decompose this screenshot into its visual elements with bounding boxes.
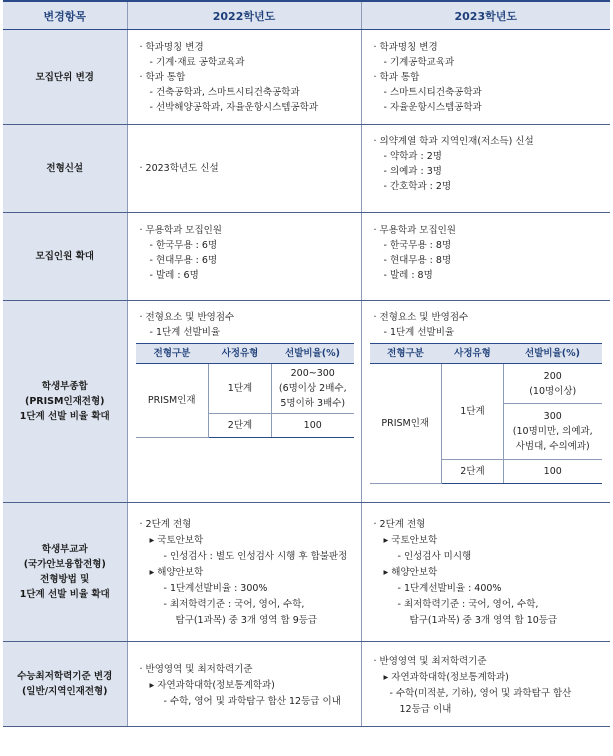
- sub-ratio-cell: 300 (10명미만, 의예과, 사범대, 수의예과): [504, 404, 602, 460]
- cell-2022: · 2023학년도 신설: [127, 125, 361, 213]
- row-category: 학생부종합 (PRISM인재전형) 1단계 선발 비율 확대: [3, 301, 127, 503]
- selection-ratio-table-2023: [370, 343, 602, 484]
- cell-2023: · 학과명칭 변경 - 기계공학교육과 · 학과 통합 - 스마트시티건축공학과 - 자율운항시스템공학과: [361, 30, 610, 125]
- cell-2022: · 전형요소 및 반영점수 - 1단계 선발비율 전형구분 사정유형 선발비율(%) PRISM인재 1단계 200~300 (6명이상 2배수, 5명이하 3배수) 2단계 100: [127, 301, 361, 503]
- table-row: [3, 642, 610, 727]
- row-category: 모집인원 확대: [3, 213, 127, 301]
- cell-2023: · 무용학과 모집인원 - 한국무용 : 8명 - 현대무용 : 8명 - 발레 : 8명: [361, 213, 610, 301]
- selection-ratio-table-2022: [136, 343, 354, 438]
- sub-stage-cell: 1단계: [442, 364, 504, 460]
- sub-header-ratio: 선발비율(%): [504, 344, 602, 364]
- sub-type-cell: PRISM인재: [370, 364, 442, 484]
- sub-type-cell: PRISM인재: [136, 364, 209, 438]
- row-category: 학생부교과 (국가안보융합전형) 전형방법 및 1단계 선발 비율 확대: [3, 503, 127, 642]
- table-row: [3, 503, 610, 642]
- cell-2022: · 2단계 전형 ▸ 국토안보학 - 인성검사 : 별도 인성검사 시행 후 합불판정 ▸ 해양안보학 - 1단계선발비율 : 300% - 최저학력기준 : 국어, 영어, 수학, 탐구(1과목) 중 3개 영역 합 9등급: [127, 503, 361, 642]
- row-category: 모집단위 변경: [3, 30, 127, 125]
- row-category: 수능최저학력기준 변경 (일반/지역인재전형): [3, 642, 127, 727]
- sub-ratio-cell: 100: [272, 414, 354, 438]
- cell-2023: · 전형요소 및 반영점수 - 1단계 선발비율 전형구분 사정유형 선발비율(%) PRISM인재 1단계 200 (10명이상) 300 (10명미만, 의예과, 사범대, 수의예과) 2단계 100: [361, 301, 610, 503]
- sub-header-stage: 사정유형: [209, 344, 272, 364]
- table-row: [3, 125, 610, 213]
- sub-header-stage: 사정유형: [442, 344, 504, 364]
- cell-2022: · 무용학과 모집인원 - 한국무용 : 6명 - 현대무용 : 6명 - 발레 : 6명: [127, 213, 361, 301]
- sub-ratio-cell: 100: [504, 460, 602, 484]
- cell-2023: · 반영영역 및 최저학력기준 ▸ 자연과학대학(정보통계학과) - 수학(미적분, 기하), 영어 및 과학탐구 합산 12등급 이내: [361, 642, 610, 727]
- cell-2023: · 의약계열 학과 지역인재(저소득) 신설 - 약학과 : 2명 - 의예과 : 3명 - 간호학과 : 2명: [361, 125, 610, 213]
- sub-header-type: 전형구분: [136, 344, 209, 364]
- sub-header-type: 전형구분: [370, 344, 442, 364]
- sub-ratio-cell: 200 (10명이상): [504, 364, 602, 404]
- cell-2022: · 학과명칭 변경 - 기계·재료 공학교육과 · 학과 통합 - 건축공학과, 스마트시티건축공학과 - 선박해양공학과, 자율운항시스템공학과: [127, 30, 361, 125]
- header-2023: 2023학년도: [361, 1, 610, 30]
- sub-stage-cell: 2단계: [209, 414, 272, 438]
- table-row: [3, 213, 610, 301]
- header-category: 변경항목: [3, 1, 127, 30]
- sub-header-ratio: 선발비율(%): [272, 344, 354, 364]
- cell-2023: · 2단계 전형 ▸ 국토안보학 - 인성검사 미시행 ▸ 해양안보학 - 1단계선발비율 : 400% - 최저학력기준 : 국어, 영어, 수학, 탐구(1과목) 중 3개 영역 합 10등급: [361, 503, 610, 642]
- sub-stage-cell: 2단계: [442, 460, 504, 484]
- cell-2022: · 반영영역 및 최저학력기준 ▸ 자연과학대학(정보통계학과) - 수학, 영어 및 과학탐구 합산 12등급 이내: [127, 642, 361, 727]
- sub-stage-cell: 1단계: [209, 364, 272, 414]
- table-row: [3, 30, 610, 125]
- row-category: 전형신설: [3, 125, 127, 213]
- table-row: [3, 301, 610, 503]
- sub-ratio-cell: 200~300 (6명이상 2배수, 5명이하 3배수): [272, 364, 354, 414]
- changes-table: [3, 0, 610, 727]
- header-2022: 2022학년도: [127, 1, 361, 30]
- table-header-row: [3, 1, 610, 30]
